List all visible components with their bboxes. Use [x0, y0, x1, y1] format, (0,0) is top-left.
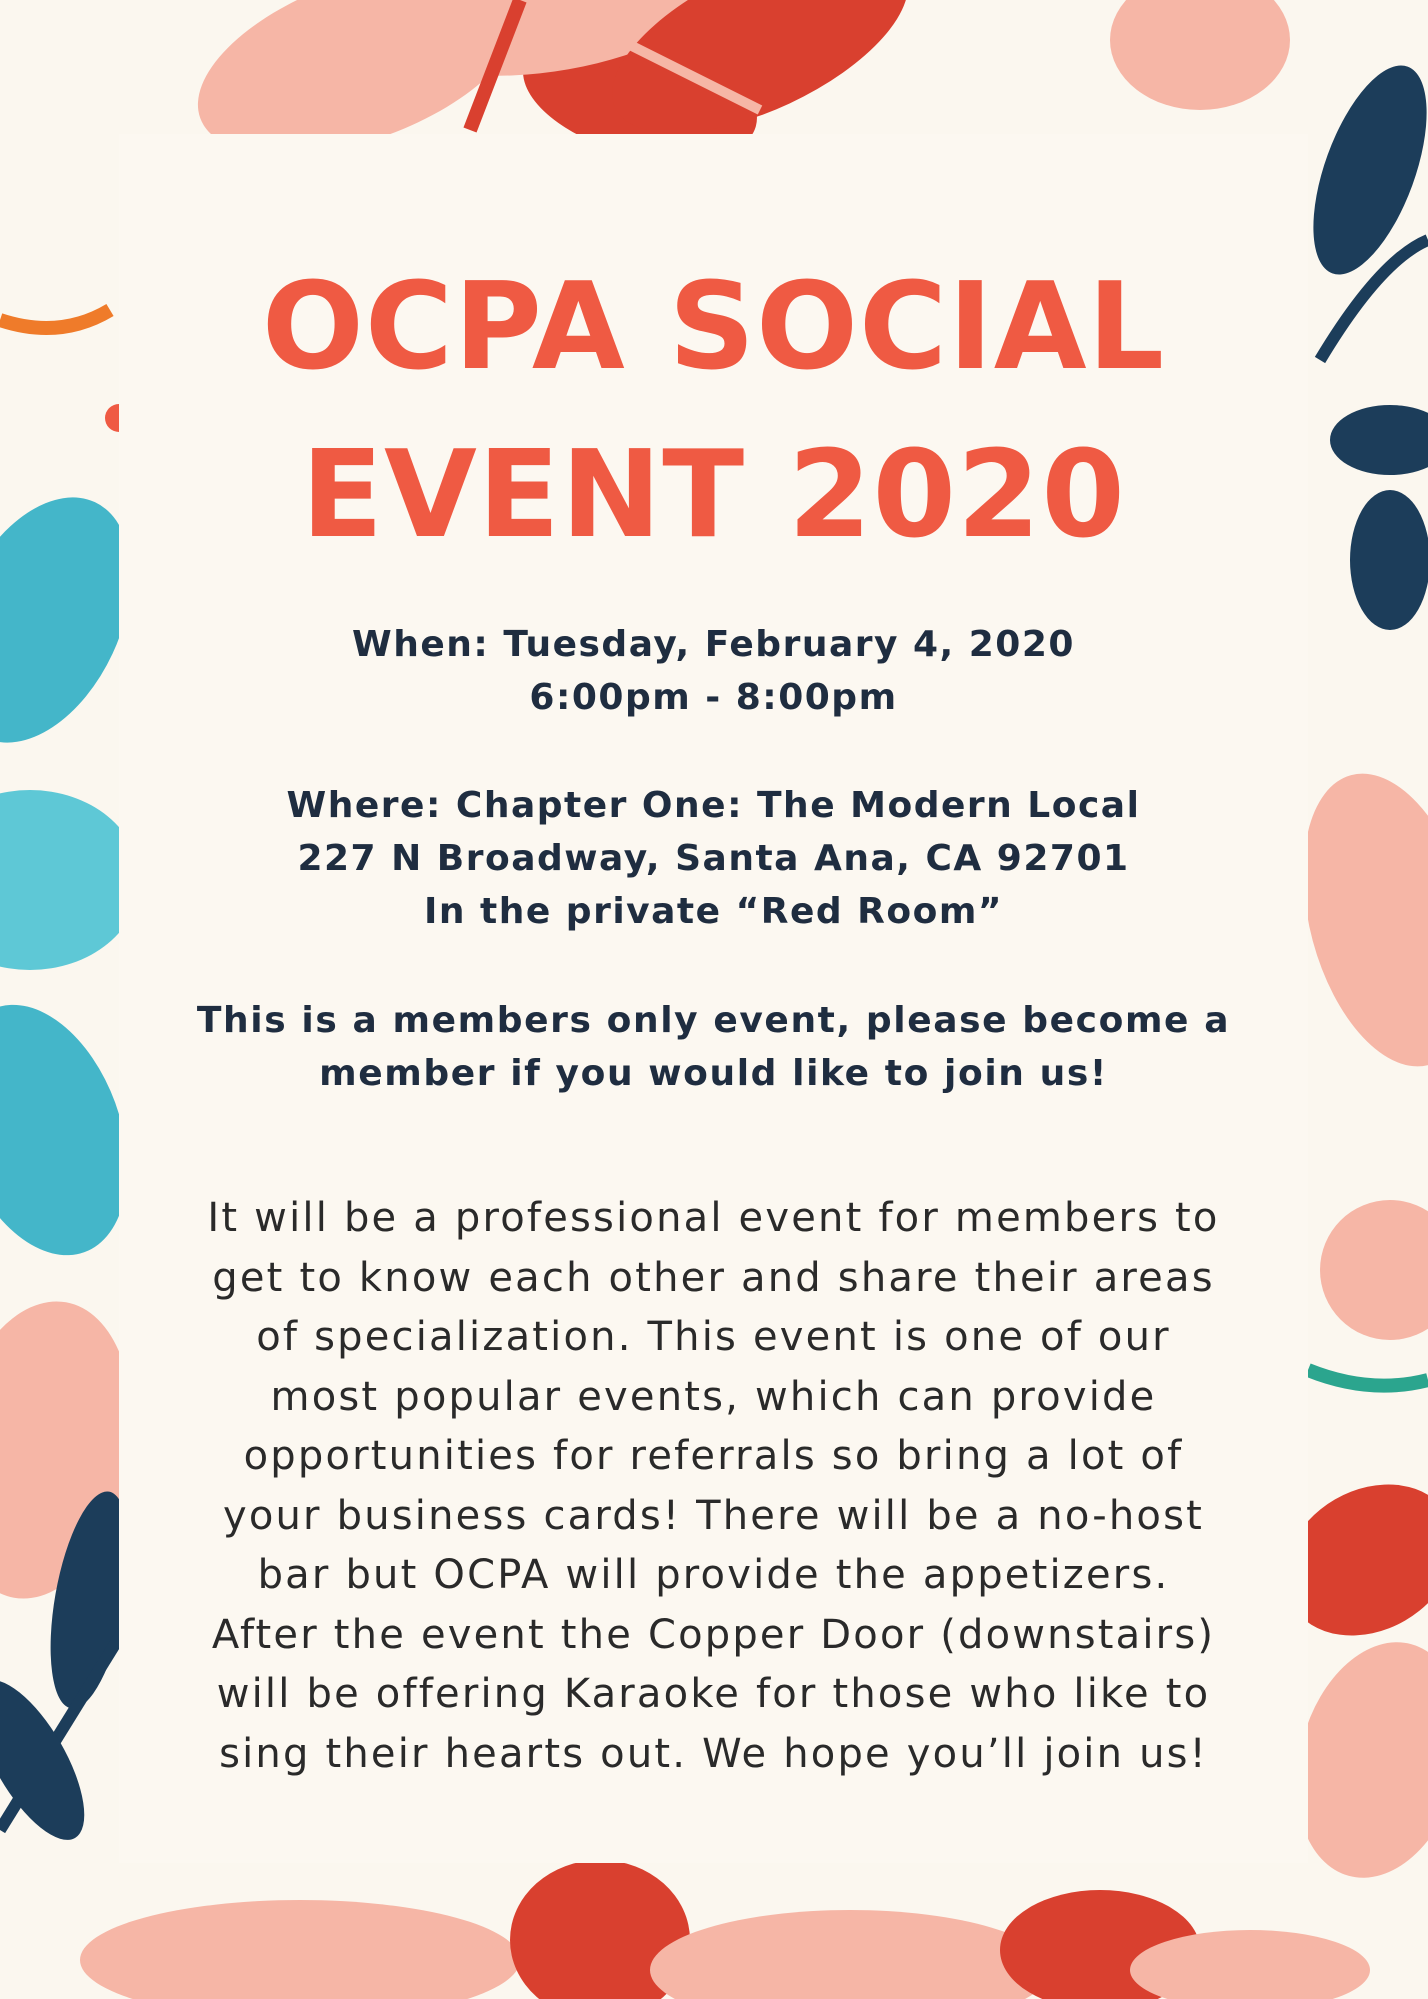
when-section — [119, 618, 1308, 724]
description-line: sing their hearts out. We hope you’ll join us! — [219, 1730, 1208, 1777]
description-line: get to know each other and share their areas — [212, 1254, 1215, 1301]
description-line: most popular events, which can provide — [270, 1373, 1157, 1420]
event-title — [119, 244, 1308, 580]
title-line: OCPA SOCIAL — [261, 258, 1166, 397]
bottom-leaves — [80, 1860, 1370, 1999]
members-line: member if you would like to join us! — [319, 1053, 1108, 1094]
description-line: of specialization. This event is one of our — [256, 1314, 1171, 1360]
description-line: After the event the Copper Door (downstairs) — [211, 1611, 1216, 1658]
description-line: bar but OCPA will provide the appetizers. — [257, 1552, 1170, 1598]
description-line: opportunities for referrals so bring a lot of — [243, 1433, 1184, 1479]
flyer-card — [119, 134, 1308, 1863]
description-line: It will be a professional event for members to — [207, 1195, 1220, 1241]
where-section — [119, 779, 1308, 938]
members-line: This is a members only event, please become a — [196, 1000, 1231, 1041]
when-time: 6:00pm - 8:00pm — [529, 677, 898, 718]
description-line: will be offering Karaoke for those who like to — [216, 1671, 1211, 1717]
description-line: your business cards! There will be a no-host — [222, 1492, 1205, 1539]
members-note — [119, 994, 1308, 1100]
where-address: 227 N Broadway, Santa Ana, CA 92701 — [297, 838, 1130, 879]
where-venue: Where: Chapter One: The Modern Local — [286, 785, 1141, 826]
title-line: EVENT 2020 — [301, 426, 1126, 565]
when-date: When: Tuesday, February 4, 2020 — [352, 624, 1075, 665]
event-description — [119, 1189, 1308, 1784]
where-room: In the private “Red Room” — [423, 891, 1004, 932]
